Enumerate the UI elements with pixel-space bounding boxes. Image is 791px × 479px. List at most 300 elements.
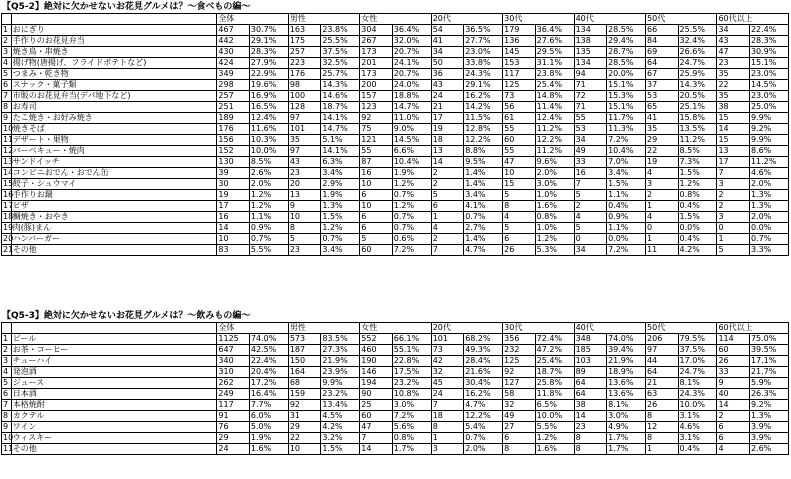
percent-cell: 25.5% [678,25,717,36]
count-cell: 53 [646,91,678,102]
count-cell: 6 [431,201,463,212]
count-cell: 33 [574,157,606,168]
percent-cell: 10.4% [392,157,431,168]
count-cell: 7 [574,179,606,190]
table-row [2,36,789,47]
row-number: 14 [3,168,14,177]
percent-cell: 0.4% [678,234,717,245]
percent-cell: 74.0% [249,334,288,345]
count-cell: 8 [431,422,463,433]
percent-cell: 32.4% [678,36,717,47]
count-cell: 83 [217,245,249,256]
row-number: 8 [2,411,12,422]
percent-cell: 5.5% [249,245,288,256]
percent-cell: 9.9% [749,113,788,124]
count-cell: 64 [574,389,606,400]
row-item-name: 手作りのお花見弁当 [11,36,217,47]
count-cell: 1 [646,444,678,455]
count-cell: 14 [431,157,463,168]
count-cell: 189 [217,113,249,124]
percent-cell: 5.1% [321,135,360,146]
count-cell: 134 [574,25,606,36]
table-row [2,146,789,157]
count-cell: 64 [646,367,678,378]
percent-cell: 9.9% [749,135,788,146]
count-cell: 2 [717,411,749,422]
percent-cell: 7.3% [678,157,717,168]
count-cell: 340 [217,356,249,367]
percent-cell: 22.8% [392,356,431,367]
count-cell: 310 [217,367,249,378]
percent-cell: 28.7% [607,47,646,58]
count-cell: 97 [288,113,320,124]
percent-cell: 20.0% [607,69,646,80]
count-cell: 94 [574,69,606,80]
column-header: 50代 [646,323,717,334]
percent-cell: 4.6% [749,168,788,179]
count-cell: 64 [574,378,606,389]
percent-cell: 2.0% [249,179,288,190]
count-cell: 0 [574,234,606,245]
percent-cell: 11.2% [535,124,574,135]
count-cell: 60 [717,345,749,356]
count-cell: 6 [503,433,535,444]
percent-cell: 0.0% [607,234,646,245]
count-cell: 10 [288,212,320,223]
percent-cell: 3.1% [678,433,717,444]
percent-cell: 0.7% [249,234,288,245]
percent-cell: 9.6% [535,157,574,168]
percent-cell: 7.2% [607,245,646,256]
percent-cell: 31.1% [535,58,574,69]
count-cell: 121 [360,135,392,146]
percent-cell: 10.0% [249,146,288,157]
count-cell: 9 [717,378,749,389]
percent-cell: 14.1% [321,113,360,124]
percent-cell: 13.6% [607,389,646,400]
count-cell: 30 [217,179,249,190]
count-cell: 2 [646,190,678,201]
percent-cell: 1.4% [464,179,503,190]
percent-cell: 36.5% [464,25,503,36]
percent-cell: 0.9% [607,212,646,223]
table-row [2,345,789,356]
count-cell: 8 [503,201,535,212]
count-cell: 18 [431,411,463,422]
table-row [2,179,789,190]
column-header: 30代 [503,323,574,334]
count-cell: 2 [431,179,463,190]
row-item-name: 発泡酒 [11,367,217,378]
count-cell: 152 [217,146,249,157]
column-header: 60代以上 [717,14,789,25]
percent-cell: 4.2% [678,245,717,256]
count-cell: 16 [217,212,249,223]
count-cell: 34 [431,47,463,58]
count-cell: 32 [431,367,463,378]
row-number: 4 [2,58,12,69]
row-number: 9 [2,113,12,124]
row-item-name: ワイン [11,422,217,433]
percent-cell: 23.2% [392,378,431,389]
percent-cell: 19.6% [249,80,288,91]
count-cell: 159 [288,389,320,400]
percent-cell: 1.6% [535,201,574,212]
percent-cell: 3.9% [749,433,788,444]
count-cell: 101 [288,124,320,135]
percent-cell: 21.6% [464,367,503,378]
percent-cell: 7.0% [607,157,646,168]
percent-cell: 14.6% [321,91,360,102]
percent-cell: 4.5% [321,411,360,422]
count-cell: 35 [288,135,320,146]
percent-cell: 3.0% [607,411,646,422]
count-cell: 55 [574,113,606,124]
count-cell: 53 [574,124,606,135]
count-cell: 573 [288,334,320,345]
count-cell: 163 [288,25,320,36]
percent-cell: 13.6% [607,378,646,389]
row-number: 3 [2,356,12,367]
percent-cell: 11.8% [535,389,574,400]
table-row [2,25,789,36]
percent-cell: 1.7% [607,444,646,455]
percent-cell: 49.3% [464,345,503,356]
row-number: 18 [3,212,14,221]
row-number: 6 [2,80,12,91]
count-cell: 467 [217,25,249,36]
count-cell: 9 [288,201,320,212]
percent-cell: 11.3% [607,124,646,135]
percent-cell: 7.7% [249,400,288,411]
count-cell: 55 [360,146,392,157]
percent-cell: 2.0% [535,168,574,179]
count-cell: 4 [503,212,535,223]
percent-cell: 3.4% [321,168,360,179]
count-cell: 43 [431,80,463,91]
count-cell: 10 [360,201,392,212]
drink-section [1,310,789,455]
table-row [2,201,789,212]
percent-cell: 5.3% [535,245,574,256]
percent-cell: 6.5% [535,400,574,411]
count-cell: 87 [360,157,392,168]
table-row [2,91,789,102]
table-row [2,190,789,201]
percent-cell: 8.5% [249,157,288,168]
row-number: 6 [2,389,12,400]
percent-cell: 0.7% [464,433,503,444]
percent-cell: 1.5% [321,444,360,455]
count-cell: 1125 [217,334,249,345]
count-cell: 72 [574,91,606,102]
count-cell: 5 [288,234,320,245]
count-cell: 1 [431,433,463,444]
count-cell: 84 [646,36,678,47]
count-cell: 54 [431,25,463,36]
percent-cell: 1.5% [321,212,360,223]
percent-cell: 4.7% [464,245,503,256]
percent-cell: 25.4% [535,356,574,367]
count-cell: 1 [646,201,678,212]
count-cell: 58 [503,389,535,400]
table-header-row [2,323,789,334]
count-cell: 134 [574,58,606,69]
food-table [1,13,789,256]
row-item-name: 手作りお鍋 [11,190,217,201]
count-cell: 56 [503,102,535,113]
count-cell: 10 [217,234,249,245]
count-cell: 26 [717,356,749,367]
percent-cell: 0.7% [749,234,788,245]
percent-cell: 4.6% [678,422,717,433]
count-cell: 38 [717,102,749,113]
percent-cell: 1.2% [249,201,288,212]
percent-cell: 5.5% [535,422,574,433]
table-row [2,334,789,345]
percent-cell: 14.8% [535,91,574,102]
table-row [2,245,789,256]
percent-cell: 0.0% [749,223,788,234]
percent-cell: 9.5% [464,157,503,168]
percent-cell: 0.7% [392,212,431,223]
column-header: 全体 [217,323,288,334]
column-header: 20代 [431,14,502,25]
percent-cell: 21.9% [321,356,360,367]
row-item-name: ウィスキー [11,433,217,444]
row-item-name: コンビニおでん・おでん缶 [11,168,217,179]
table-row [2,168,789,179]
percent-cell: 10.8% [392,389,431,400]
percent-cell: 23.2% [321,389,360,400]
table-header-row [2,14,789,25]
count-cell: 194 [360,378,392,389]
row-item-name: ハンバーガー [11,234,217,245]
count-cell: 60 [360,411,392,422]
count-cell: 22 [646,146,678,157]
percent-cell: 28.3% [749,36,788,47]
percent-cell: 13.4% [321,400,360,411]
count-cell: 647 [217,345,249,356]
column-header: 男性 [288,14,359,25]
count-cell: 200 [360,80,392,91]
percent-cell: 3.9% [749,422,788,433]
percent-cell: 1.2% [535,234,574,245]
percent-cell: 8.5% [678,146,717,157]
row-number: 21 [3,245,14,254]
percent-cell: 1.9% [321,190,360,201]
percent-cell: 16.2% [464,389,503,400]
percent-cell: 5.6% [392,422,431,433]
count-cell: 49 [503,411,535,422]
count-cell: 6 [360,223,392,234]
count-cell: 55 [503,124,535,135]
row-number: 13 [3,157,14,166]
percent-cell: 14.3% [678,80,717,91]
count-cell: 29 [288,422,320,433]
count-cell: 173 [360,69,392,80]
count-cell: 12 [646,422,678,433]
row-item-name: 焼き鳥・串焼き [11,47,217,58]
row-item-name: 餃子・シュウマイ [11,179,217,190]
row-number: 15 [3,179,14,188]
count-cell: 40 [717,389,749,400]
percent-cell: 24.3% [678,389,717,400]
count-cell: 145 [503,47,535,58]
percent-cell: 2.9% [321,179,360,190]
percent-cell: 72.4% [535,334,574,345]
count-cell: 6 [360,190,392,201]
count-cell: 14 [574,411,606,422]
percent-cell: 79.5% [678,334,717,345]
count-cell: 41 [431,36,463,47]
percent-cell: 11.7% [607,113,646,124]
count-cell: 164 [288,367,320,378]
count-cell: 7 [717,168,749,179]
column-header: 40代 [574,14,645,25]
column-header: 女性 [360,323,431,334]
count-cell: 3 [717,179,749,190]
food-table-title: 【Q5-2】絶対に欠かせないお花見グルメは？～食べもの編～ [2,2,251,12]
percent-cell: 15.1% [607,80,646,91]
count-cell: 4 [717,444,749,455]
percent-cell: 11.2% [749,157,788,168]
percent-cell: 17.5% [392,367,431,378]
row-item-name: 鯛焼き・おやき [11,212,217,223]
percent-cell: 11.0% [392,113,431,124]
percent-cell: 47.2% [535,345,574,356]
count-cell: 6 [503,234,535,245]
row-item-name: 揚げ物(唐揚げ、フライドポテトなど) [11,58,217,69]
percent-cell: 5.9% [749,378,788,389]
header-blank-cell [2,323,12,334]
percent-cell: 0.0% [678,223,717,234]
count-cell: 430 [217,47,249,58]
count-cell: 176 [288,69,320,80]
row-number: 5 [2,378,12,389]
row-number: 11 [3,135,14,144]
count-cell: 37 [646,80,678,91]
count-cell: 23 [288,245,320,256]
percent-cell: 29.5% [535,47,574,58]
count-cell: 150 [288,356,320,367]
count-cell: 2 [574,201,606,212]
count-cell: 5 [503,223,535,234]
row-number: 17 [3,201,14,210]
count-cell: 8 [503,444,535,455]
count-cell: 16 [574,168,606,179]
percent-cell: 25.8% [535,378,574,389]
table-row [2,69,789,80]
percent-cell: 3.0% [392,400,431,411]
row-item-name: 本格焼酎 [11,400,217,411]
row-number: 2 [2,345,12,356]
percent-cell: 2.7% [464,223,503,234]
count-cell: 206 [646,334,678,345]
row-number: 1 [2,25,12,36]
count-cell: 4 [574,212,606,223]
count-cell: 65 [646,102,678,113]
count-cell: 61 [503,113,535,124]
percent-cell: 16.5% [249,102,288,113]
count-cell: 117 [217,400,249,411]
count-cell: 31 [288,411,320,422]
percent-cell: 25.9% [678,69,717,80]
count-cell: 29 [217,433,249,444]
count-cell: 26 [503,245,535,256]
count-cell: 75 [360,124,392,135]
percent-cell: 15.3% [607,91,646,102]
percent-cell: 0.7% [464,212,503,223]
percent-cell: 39.5% [749,345,788,356]
count-cell: 97 [288,146,320,157]
count-cell: 35 [717,91,749,102]
percent-cell: 1.6% [535,444,574,455]
percent-cell: 22.4% [249,356,288,367]
count-cell: 6 [717,433,749,444]
count-cell: 22 [288,433,320,444]
row-number: 5 [2,69,12,80]
row-item-name: チューハイ [11,356,217,367]
percent-cell: 11.6% [249,124,288,135]
table-row [2,223,789,234]
count-cell: 35 [717,69,749,80]
percent-cell: 18.8% [392,91,431,102]
count-cell: 19 [646,157,678,168]
count-cell: 50 [431,58,463,69]
count-cell: 3 [646,179,678,190]
percent-cell: 9.2% [749,400,788,411]
percent-cell: 1.9% [392,168,431,179]
percent-cell: 28.5% [607,58,646,69]
count-cell: 8 [574,433,606,444]
percent-cell: 23.0% [749,91,788,102]
count-cell: 43 [288,157,320,168]
percent-cell: 0.8% [678,190,717,201]
percent-cell: 39.4% [607,345,646,356]
count-cell: 29 [646,135,678,146]
percent-cell: 28.4% [464,356,503,367]
count-cell: 73 [503,91,535,102]
percent-cell: 1.7% [392,444,431,455]
row-item-name: ジュース [11,378,217,389]
count-cell: 190 [360,356,392,367]
count-cell: 73 [431,345,463,356]
count-cell: 49 [574,146,606,157]
count-cell: 114 [717,334,749,345]
table-row [2,389,789,400]
percent-cell: 16.4% [249,389,288,400]
percent-cell: 24.3% [464,69,503,80]
percent-cell: 32.5% [321,58,360,69]
count-cell: 10 [288,444,320,455]
percent-cell: 24.7% [678,58,717,69]
row-number: 20 [3,234,14,243]
percent-cell: 11.2% [678,135,717,146]
count-cell: 100 [288,91,320,102]
count-cell: 251 [217,102,249,113]
percent-cell: 6.6% [392,146,431,157]
row-item-name: デザート・果物 [11,135,217,146]
table-row [2,113,789,124]
percent-cell: 8.8% [464,146,503,157]
percent-cell: 1.7% [607,433,646,444]
percent-cell: 0.7% [321,234,360,245]
count-cell: 92 [360,113,392,124]
count-cell: 10 [360,179,392,190]
percent-cell: 30.7% [249,25,288,36]
table-row [2,234,789,245]
